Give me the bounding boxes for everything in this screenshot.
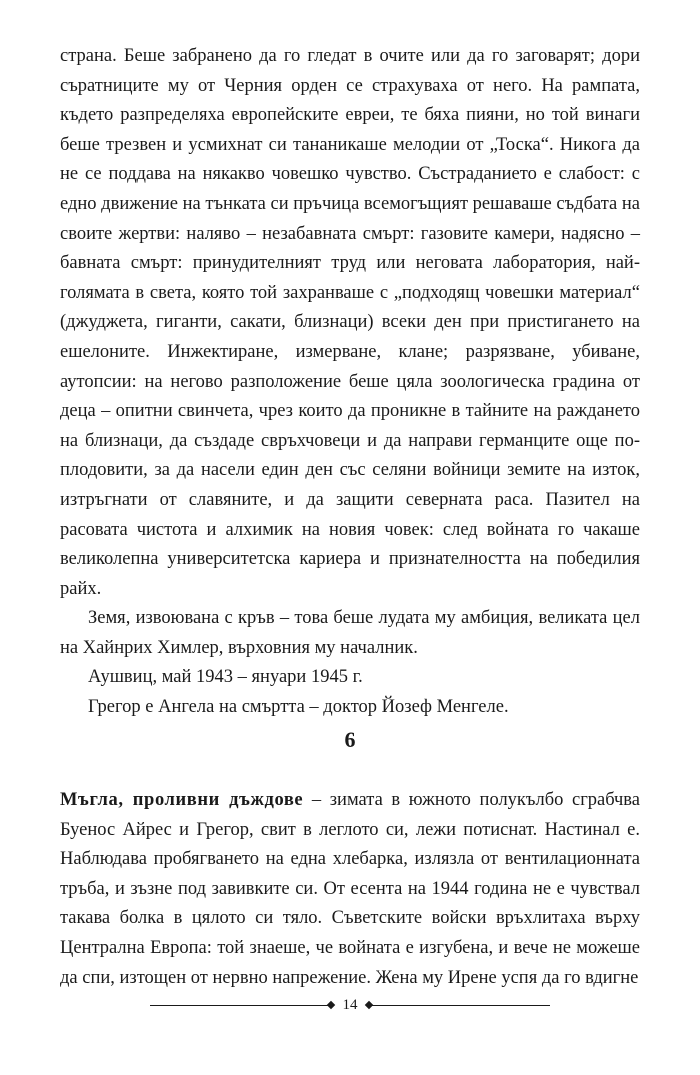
footer-rule-right	[372, 1005, 550, 1006]
page-number: 14	[342, 997, 358, 1013]
chapter-paragraph-text: – зимата в южното полукълбо сграбчва Буенос Айрес и Грегор, свит в леглото си, лежи потиснат. Настинал е. Наблюдава пробягването на една хлебарка, излязла от вентилационната тръба, и зъзне под завивките си. От есента на 1944 година не е чувствал такава болка в цялото си тяло. Съветските войски връхлитаха върху Централна Европа: той знаеше, че войната е изгубена, и вече не можеше да спи, изтощен от нервно напрежение. Жена му Ирене успя да го вдигне	[60, 790, 640, 988]
paragraph-3: Аушвиц, май 1943 – януари 1945 г.	[88, 667, 363, 688]
chapter-lead-words: Мъгла, проливни дъждове	[60, 790, 304, 810]
chapter-number: 6	[344, 727, 356, 752]
paragraph-2: Земя, извоювана с кръв – това беше лудата му амбиция, великата цел на Хайнрих Химлер, върховния му началник.	[60, 608, 640, 658]
paragraph-1: страна. Беше забранено да го гледат в очите или да го заговарят; дори съратниците му от Черния орден се страхуваха от него. На рампата, където разпределяха европейските евреи, те бяха пияни, но той винаги беше трезвен и усмихнат си тананикаше мелодии от „Тоска“. Никога да не се поддава на някакво човешко чувство. Състраданието е слабост: с едно движение на тънката си пръчица всемогъщият решаваше съдбата на своите жертви: наляво – незабавната смърт: газовите камери, надясно – бавната смърт: принудителният труд или неговата лаборатория, най-голямата в света, която той захранваше с „подходящ човешки материал“ (джуджета, гиганти, сакати, близнаци) всеки ден при пристигането на ешелоните. Инжектиране, измерване, клане; разрязване, убиване, аутопсии: на негово разположение беше цяла зоологическа градина от деца – опитни свинчета, чрез които да проникне в тайните на раждането на близнаци, да създаде свръхчовеци и да направи германците още по-плодовити, за да насели един ден със селяни войници земите на изток, изтръгнати от славяните, и да защити северната раса. Пазител на расовата чистота и алхимик на новия човек: след войната го чакаше великолепна университетска кариера и признателността на победилия райх.	[60, 46, 640, 599]
book-page	[60, 42, 640, 988]
page-footer	[150, 994, 550, 1018]
chapter-body	[60, 786, 640, 993]
chapter-paragraph-1	[60, 786, 640, 993]
paragraph-4: Грегор е Ангела на смъртта – доктор Йозеф Менгеле.	[88, 697, 509, 718]
previous-chapter-text	[60, 42, 640, 723]
